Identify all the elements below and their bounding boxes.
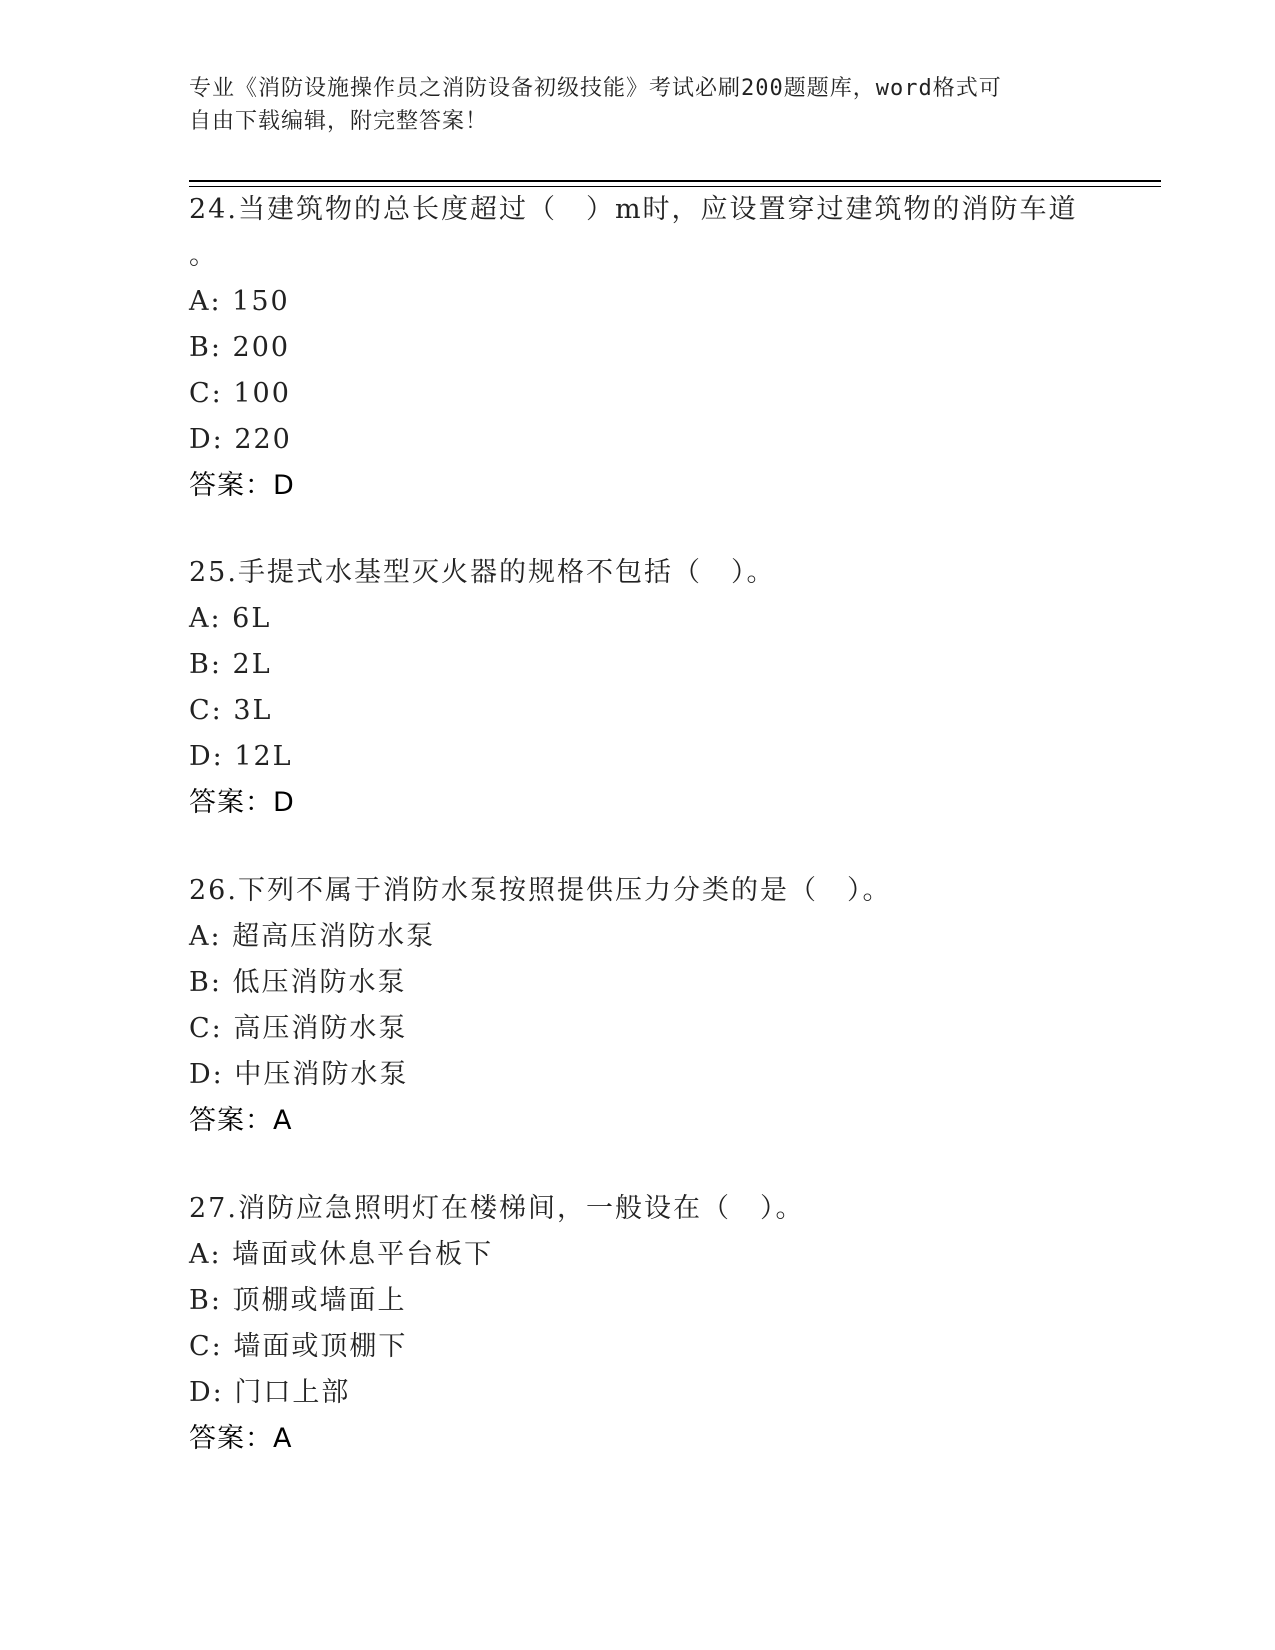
answer: 答案：D bbox=[189, 787, 295, 818]
question-26 bbox=[189, 868, 1089, 1144]
question-25 bbox=[189, 550, 1089, 826]
option-a: A: 150 bbox=[189, 286, 290, 317]
option-a: A: 墙面或休息平台板下 bbox=[189, 1239, 494, 1270]
question-stem: 26.下列不属于消防水泵按照提供压力分类的是（ ）。 bbox=[189, 875, 892, 906]
option-c: C: 高压消防水泵 bbox=[189, 1013, 408, 1044]
question-stem-continued: 。 bbox=[189, 240, 218, 271]
option-c: C: 墙面或顶棚下 bbox=[189, 1331, 408, 1362]
option-c: C: 100 bbox=[189, 378, 291, 409]
option-a: A: 6L bbox=[189, 603, 272, 634]
option-b: B: 2L bbox=[189, 649, 272, 680]
answer: 答案：A bbox=[189, 1423, 293, 1454]
option-b: B: 顶棚或墙面上 bbox=[189, 1285, 407, 1316]
question-stem: 27.消防应急照明灯在楼梯间，一般设在（ ）。 bbox=[189, 1193, 805, 1224]
answer: 答案：D bbox=[189, 470, 295, 501]
question-24 bbox=[189, 187, 1089, 509]
document-header bbox=[189, 72, 1069, 138]
option-d: D: 12L bbox=[189, 741, 293, 772]
question-stem: 24.当建筑物的总长度超过（ ）m时，应设置穿过建筑物的消防车道 bbox=[189, 194, 1078, 225]
question-27 bbox=[189, 1186, 1089, 1462]
option-b: B: 低压消防水泵 bbox=[189, 967, 407, 998]
question-stem: 25.手提式水基型灭火器的规格不包括（ ）。 bbox=[189, 557, 776, 588]
header-line-1: 专业《消防设施操作员之消防设备初级技能》考试必刷200题题库，word格式可 bbox=[189, 76, 1002, 101]
option-d: D: 门口上部 bbox=[189, 1377, 351, 1408]
option-d: D: 中压消防水泵 bbox=[189, 1059, 409, 1090]
header-line-2: 自由下载编辑，附完整答案！ bbox=[189, 109, 489, 134]
header-rule-thick bbox=[189, 180, 1161, 182]
answer: 答案：A bbox=[189, 1105, 293, 1136]
option-d: D: 220 bbox=[189, 424, 292, 455]
option-c: C: 3L bbox=[189, 695, 273, 726]
option-b: B: 200 bbox=[189, 332, 291, 363]
option-a: A: 超高压消防水泵 bbox=[189, 921, 436, 952]
